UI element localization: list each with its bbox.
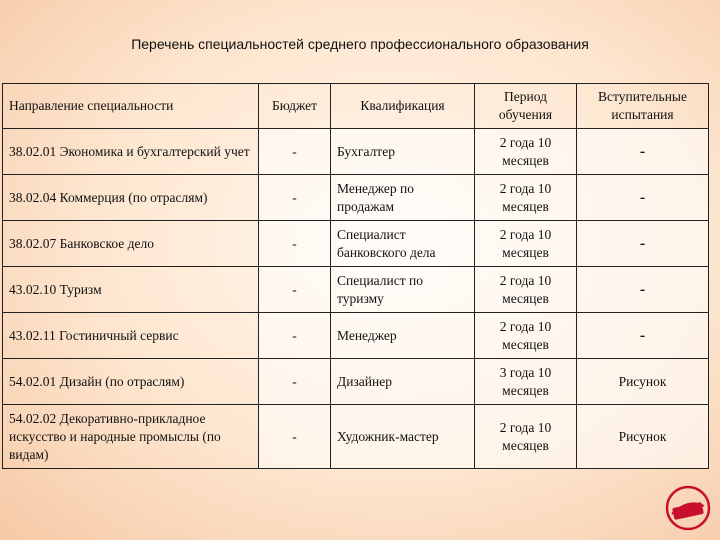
- cell-period: 2 года 10 месяцев: [475, 175, 577, 221]
- cell-qualification: Менеджер по продажам: [331, 175, 475, 221]
- table-row: [3, 129, 709, 175]
- cell-budget: -: [259, 359, 331, 405]
- cell-period: 2 года 10 месяцев: [475, 405, 577, 469]
- cell-period: 2 года 10 месяцев: [475, 129, 577, 175]
- cell-qualification: Менеджер: [331, 313, 475, 359]
- cell-direction: 54.02.02 Декоративно-прикладное искусство и народные промыслы (по видам): [3, 405, 259, 469]
- cell-qualification: Художник-мастер: [331, 405, 475, 469]
- cell-period: 2 года 10 месяцев: [475, 313, 577, 359]
- specialties-table: [2, 83, 709, 469]
- cell-qualification: Дизайнер: [331, 359, 475, 405]
- cell-qualification: Специалист банковского дела: [331, 221, 475, 267]
- cell-direction: 43.02.11 Гостиничный сервис: [3, 313, 259, 359]
- header-exams: Вступительные испытания: [577, 84, 709, 129]
- table-row: [3, 405, 709, 469]
- cell-period: 2 года 10 месяцев: [475, 221, 577, 267]
- cell-budget: -: [259, 221, 331, 267]
- cell-budget: -: [259, 313, 331, 359]
- cell-budget: -: [259, 267, 331, 313]
- page-title: Перечень специальностей среднего профессионального образования: [131, 36, 589, 52]
- cell-budget: -: [259, 405, 331, 469]
- cell-exams: -: [577, 175, 709, 221]
- cell-exams: -: [577, 221, 709, 267]
- cell-budget: -: [259, 175, 331, 221]
- cell-direction: 38.02.07 Банковское дело: [3, 221, 259, 267]
- cell-exams: -: [577, 129, 709, 175]
- cell-direction: 54.02.01 Дизайн (по отраслям): [3, 359, 259, 405]
- cell-period: 2 года 10 месяцев: [475, 267, 577, 313]
- header-qualification: Квалификация: [331, 84, 475, 129]
- header-direction: Направление специальности: [3, 84, 259, 129]
- cell-exams: Рисунок: [577, 405, 709, 469]
- cell-qualification: Специалист по туризму: [331, 267, 475, 313]
- university-logo: [664, 484, 712, 532]
- cell-budget: -: [259, 129, 331, 175]
- cell-qualification: Бухгалтер: [331, 129, 475, 175]
- table-row: [3, 313, 709, 359]
- table-row: [3, 175, 709, 221]
- table-row: [3, 221, 709, 267]
- cell-period: 3 года 10 месяцев: [475, 359, 577, 405]
- cell-exams: Рисунок: [577, 359, 709, 405]
- table-row: [3, 267, 709, 313]
- cell-exams: -: [577, 267, 709, 313]
- cell-direction: 43.02.10 Туризм: [3, 267, 259, 313]
- table-row: [3, 359, 709, 405]
- cell-direction: 38.02.01 Экономика и бухгалтерский учет: [3, 129, 259, 175]
- table-header-row: [3, 84, 709, 129]
- header-period: Период обучения: [475, 84, 577, 129]
- header-budget: Бюджет: [259, 84, 331, 129]
- cell-exams: -: [577, 313, 709, 359]
- cell-direction: 38.02.04 Коммерция (по отраслям): [3, 175, 259, 221]
